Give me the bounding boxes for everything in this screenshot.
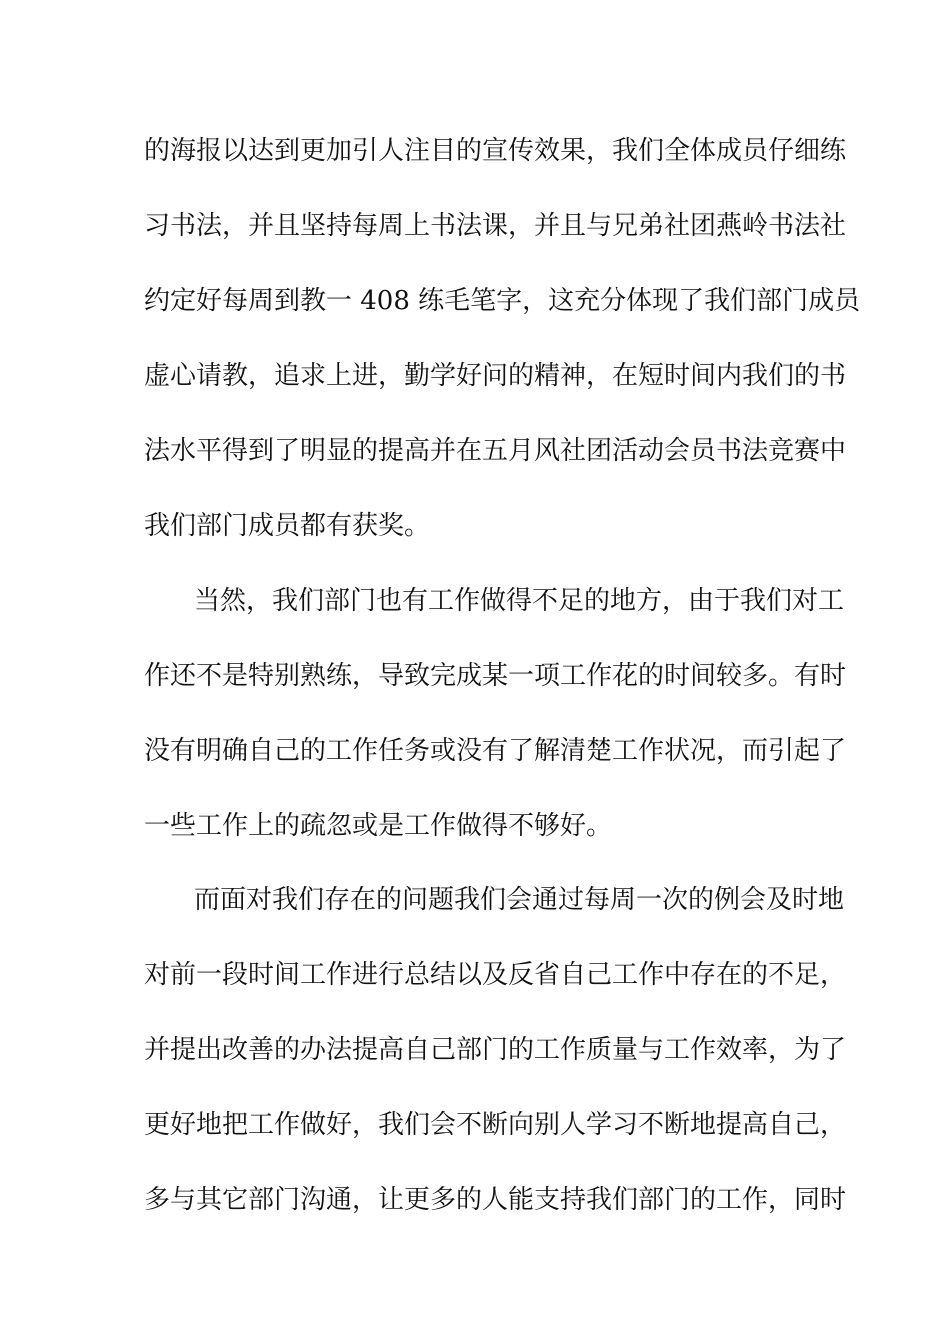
text-line-content: 习书法，并且坚持每周上书法课，并且与兄弟社团燕岭书法社: [144, 211, 847, 241]
text-line-content: 而面对我们存在的问题我们会通过每周一次的例会及时地: [194, 885, 845, 915]
text-line-content: 当然，我们部门也有工作做得不足的地方，由于我们对工: [194, 586, 845, 616]
text-line-content: 约定好每周到教一 408 练毛笔字，这充分体现了我们部门成员: [144, 286, 861, 316]
text-line-content: 更好地把工作做好，我们会不断向别人学习不断地提高自己，: [144, 1110, 847, 1140]
text-line: [0, 1180, 950, 1220]
text-line: [0, 206, 950, 246]
text-line: [0, 131, 950, 171]
text-line: [0, 356, 950, 396]
paragraph-first-line: [0, 880, 950, 920]
text-line-content: 没有明确自己的工作任务或没有了解清楚工作状况，而引起了: [144, 736, 847, 766]
text-line-content: 并提出改善的办法提高自己部门的工作质量与工作效率，为了: [144, 1035, 847, 1065]
text-line: [0, 1030, 950, 1070]
text-line: [0, 656, 950, 696]
text-line-content: 虚心请教，追求上进，勤学好问的精神，在短时间内我们的书: [144, 361, 847, 391]
text-line-content: 的海报以达到更加引人注目的宣传效果，我们全体成员仔细练: [144, 136, 847, 166]
text-line-content: 一些工作上的疏忽或是工作做得不够好。: [144, 811, 613, 841]
text-line-content: 作还不是特别熟练，导致完成某一项工作花的时间较多。有时: [144, 661, 847, 691]
text-line: [0, 955, 950, 995]
text-line-content: 对前一段时间工作进行总结以及反省自己工作中存在的不足，: [144, 960, 847, 990]
paragraph-first-line: [0, 581, 950, 621]
text-line: [0, 281, 950, 321]
text-line: [0, 431, 950, 471]
text-line: [0, 1105, 950, 1145]
text-line-content: 我们部门成员都有获奖。: [144, 511, 431, 541]
text-line-content: 法水平得到了明显的提高并在五月风社团活动会员书法竞赛中: [144, 436, 847, 466]
text-line: [0, 731, 950, 771]
text-line: [0, 506, 950, 546]
text-line: [0, 806, 950, 846]
text-line-content: 多与其它部门沟通，让更多的人能支持我们部门的工作，同时: [144, 1185, 847, 1215]
